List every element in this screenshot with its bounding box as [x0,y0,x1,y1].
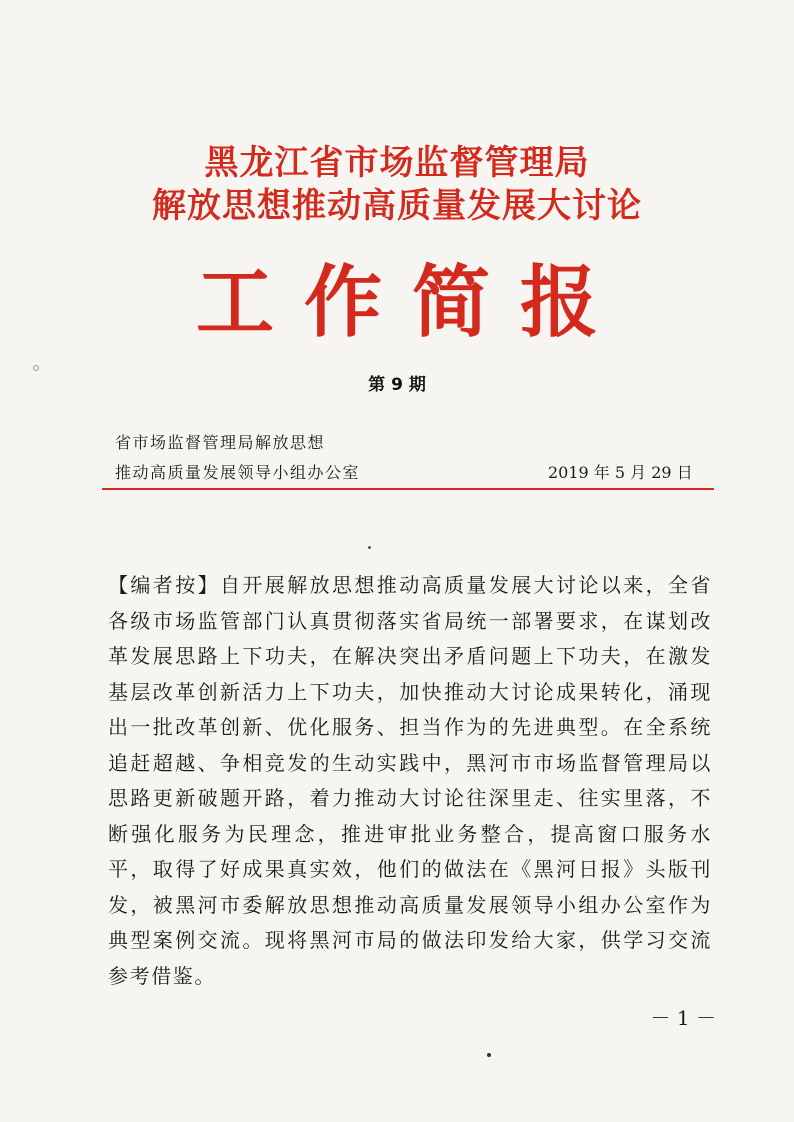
issuing-office [115,428,360,488]
issue-number: 第 9 期 [368,375,426,395]
binding-hole-mark [33,365,39,371]
editor-note-text: 自开展解放思想推动高质量发展大讨论以来，全省各级市场监管部门认真贯彻落实省局统一部署要求，在谋划改革发展思路上下功夫，在解决突出矛盾问题上下功夫，在激发基层改革创新活力上下功夫，加快推动大讨论成果转化，涌现出一批改革创新、优化服务、担当作为的先进典型。在全系统追赶超越、争相竞发的生动实践中，黑河市市场监督管理局以思路更新破题开路，着力推动大讨论往深里走、往实里落，不断强化服务为民理念，推进审批业务整合，提高窗口服务水平，取得了好成果真实效，他们的做法在《黑河日报》头版刊发，被黑河市委解放思想推动高质量发展领导小组办公室作为典型案例交流。现将黑河市局的做法印发给大家，供学习交流参考借鉴。 [108,573,712,988]
issue-date: 2019 年 5 月 29 日 [548,463,693,482]
brief-title: 工作简报 [195,257,628,348]
editor-note-label: 【编者按】 [108,573,220,597]
issuing-office-line1: 省市场监督管理局解放思想 [115,433,326,452]
red-divider [102,488,714,490]
organization-name: 黑龙江省市场监督管理局 [204,143,590,183]
scan-speck [487,1053,491,1057]
issuing-office-line2: 推动高质量发展领导小组办公室 [115,463,361,482]
campaign-name: 解放思想推动高质量发展大讨论 [152,186,642,226]
editor-note [108,568,712,994]
scan-speck [368,546,371,549]
page-number: － 1 － [650,1006,716,1030]
